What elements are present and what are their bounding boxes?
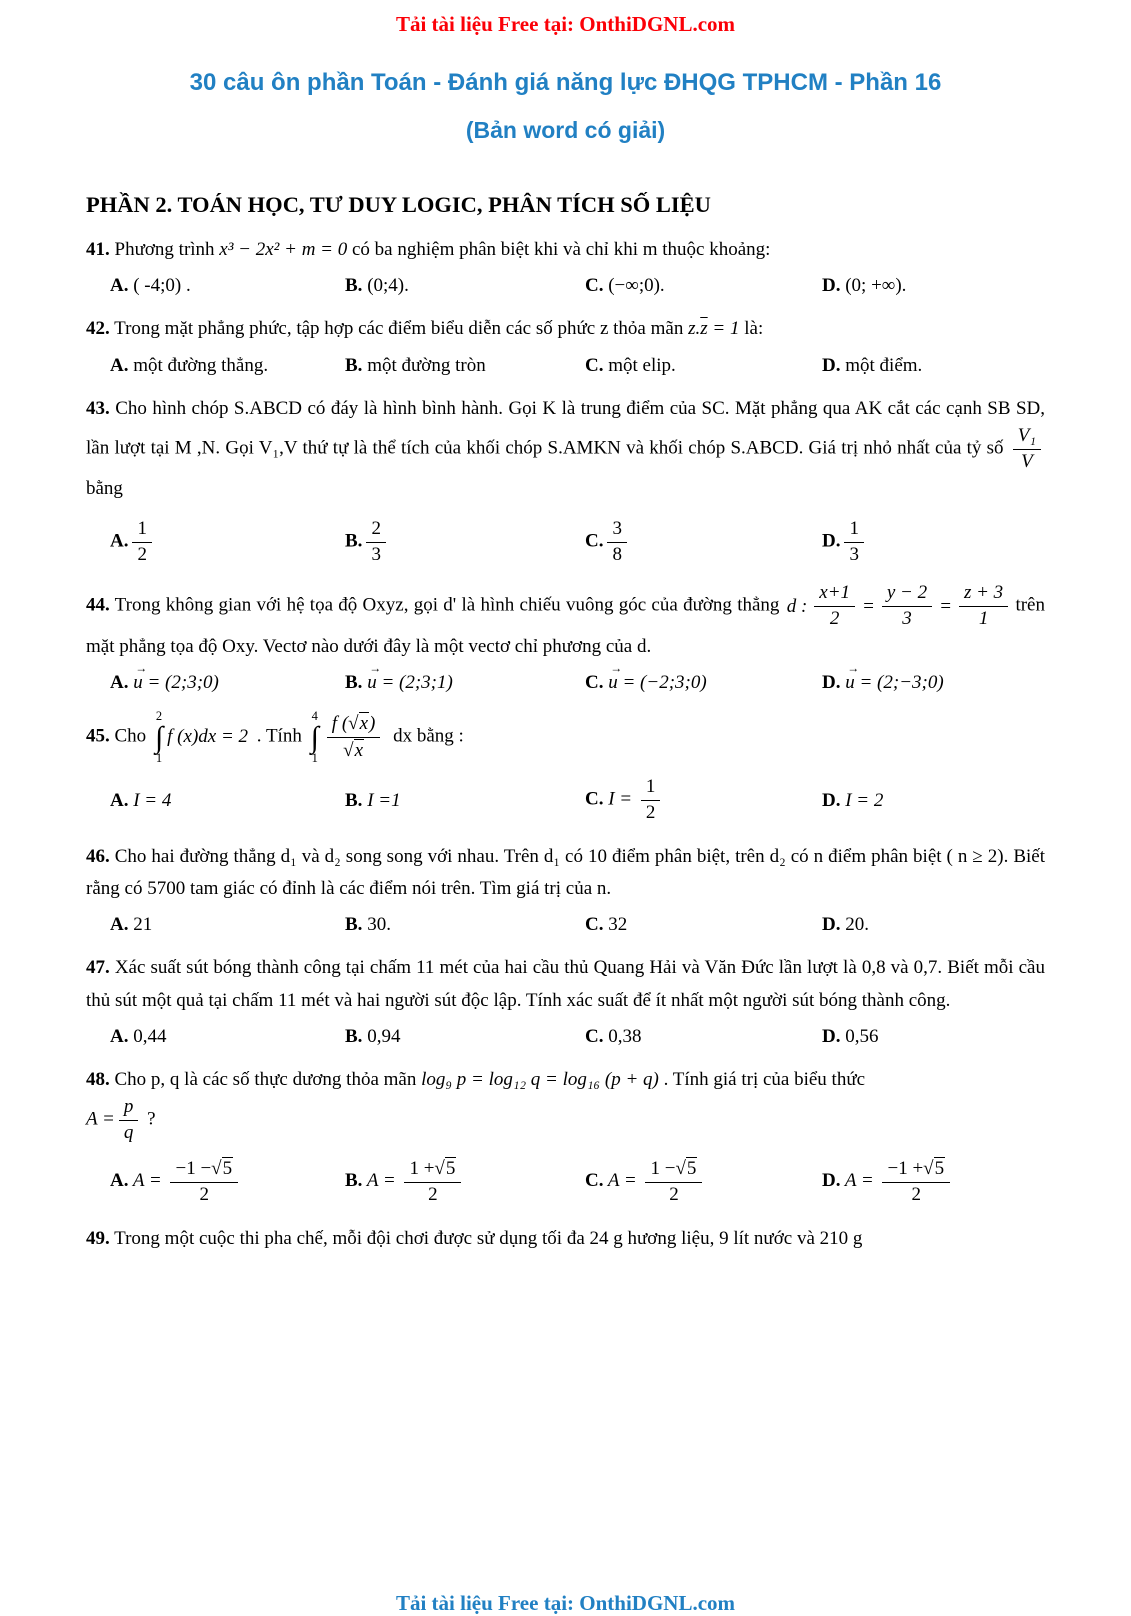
question-text-pre: Cho p, q là các số thực dương thỏa mãn [109, 1069, 422, 1091]
fraction [882, 1157, 950, 1207]
question-text-pre: Phương trình [109, 239, 220, 260]
question-48 [86, 1064, 1045, 1206]
fraction [132, 518, 152, 567]
option-label: B. [345, 914, 363, 936]
vector-value: = (2;3;0) [142, 672, 219, 694]
options-row-47 [86, 1026, 1045, 1048]
integral-icon: ∫ [154, 720, 164, 754]
vector-u [608, 661, 623, 694]
integral-upper-limit: 4 [311, 709, 318, 724]
option-label: A. [110, 672, 129, 694]
fraction-denominator: 2 [829, 608, 840, 630]
option-45-c [585, 776, 822, 825]
fraction [607, 518, 627, 567]
option-label: A. [110, 1026, 129, 1048]
section-heading: PHẦN 2. TOÁN HỌC, TƯ DUY LOGIC, PHÂN TÍCH SỐ LIỆU [86, 192, 711, 217]
option-label: A. [110, 789, 129, 811]
question-number: 49. [86, 1227, 110, 1249]
question-body: Xác suất sút bóng thành công tại chấm 11 mét của hai cầu thủ Quang Hải và Văn Đức lần lượt là 0,8 và 0,7. Biết mỗi cầu thủ sút một quả tại chấm 11 mét và hai người sút độc lập. Tính xác suất để ít nhất một người sút bóng thành công. [86, 957, 1045, 1011]
option-47-c [585, 1026, 822, 1048]
option-label: C. [585, 788, 604, 810]
option-label: D. [822, 789, 841, 811]
option-label: C. [585, 275, 604, 297]
fraction [404, 1157, 461, 1207]
option-label: C. [585, 672, 604, 694]
option-44-a [110, 661, 345, 694]
vector-arrow-icon: → [610, 661, 623, 676]
option-label: C. [585, 1026, 604, 1048]
option-label: A. [110, 275, 129, 297]
option-44-b [345, 661, 585, 694]
question-41-text [86, 234, 1045, 266]
fraction-numerator: x+1 [814, 582, 855, 607]
doc-title: 30 câu ôn phần Toán - Đánh giá năng lực ĐHQG TPHCM - Phần 16 [189, 69, 942, 96]
vector-arrow-icon: → [369, 661, 382, 676]
fraction-denominator: 2 [911, 1183, 922, 1205]
option-label: C. [585, 530, 604, 552]
option-text: 21 [128, 914, 153, 936]
option-41-a [110, 275, 345, 297]
fraction-denominator: 2 [199, 1183, 210, 1205]
option-48-b [345, 1157, 585, 1207]
integral-1 [155, 710, 248, 764]
numerator-pre: f ( [331, 712, 349, 734]
sqrt [343, 739, 364, 763]
numerator-pre: 1 − [650, 1157, 676, 1179]
option-label: D. [822, 1170, 841, 1192]
option-label: B. [345, 789, 363, 811]
fraction [641, 776, 661, 825]
option-label: D. [822, 914, 841, 936]
fraction-denominator: 8 [612, 543, 622, 565]
option-45-d [822, 790, 1045, 812]
question-43-text [86, 393, 1045, 506]
option-43-d [822, 518, 1045, 567]
option-47-b [345, 1026, 585, 1048]
radicand: x [354, 739, 364, 761]
option-41-d [822, 275, 1045, 297]
line-equation [787, 582, 1008, 631]
sqrt [211, 1157, 233, 1181]
equation [688, 318, 739, 339]
vector-letter: u [608, 672, 618, 694]
vector-u [133, 661, 148, 694]
option-text: I = [603, 788, 637, 810]
option-text: (0; +∞). [840, 275, 907, 297]
fraction-numerator [882, 1157, 950, 1183]
equation-part: z. [688, 318, 701, 340]
option-label: B. [345, 1026, 363, 1048]
question-text-post: có ba nghiệm phân biệt khi và chỉ khi m thuộc khoảng: [347, 239, 771, 260]
option-text: A = [362, 1170, 401, 1192]
option-46-d [822, 914, 1045, 936]
sqrt-icon: √ [675, 1157, 686, 1179]
fraction-v1-v [1013, 425, 1041, 474]
fraction-denominator: 3 [371, 543, 381, 565]
option-46-a [110, 914, 345, 936]
question-number: 47. [86, 957, 110, 979]
fraction-denominator: V [1021, 450, 1033, 472]
fraction-numerator: 1 [844, 518, 864, 543]
sqrt-icon: √ [348, 712, 359, 734]
question-number: 45. [86, 725, 110, 747]
option-43-c [585, 518, 822, 567]
equation: x³ − 2x² + m = 0 [219, 239, 348, 260]
integral-2 [311, 710, 385, 764]
option-label: D. [822, 672, 841, 694]
footer-promo: Tải tài liệu Free tại: OnthiDGNL.com [395, 1591, 736, 1615]
question-number: 44. [86, 595, 110, 617]
equals-sign: = [862, 595, 875, 617]
equals-sign: = [939, 595, 952, 617]
option-42-c [585, 355, 822, 377]
option-text: ( -4;0) . [128, 275, 191, 297]
question-44-text [86, 582, 1045, 663]
option-text: 0,38 [603, 1026, 642, 1048]
option-label: A. [110, 1170, 129, 1192]
fraction [844, 518, 864, 567]
question-43 [86, 393, 1045, 567]
option-text: 0,44 [128, 1026, 167, 1048]
option-text: A = [128, 1170, 167, 1192]
question-42-text [86, 313, 1045, 345]
question-number: 43. [86, 397, 110, 419]
option-label: D. [822, 275, 841, 297]
question-body: Cho hai đường thẳng d₁ và d₂ song song với nhau. Trên d₁ có 10 điểm phân biệt, trên d₂ có n điểm phân biệt ( n ≥ 2). Biết rằng có 5700 tam giác có đỉnh là các điểm nói trên. Tìm giá trị của n. [86, 845, 1045, 900]
options-row-42 [86, 355, 1045, 377]
option-47-d [822, 1026, 1045, 1048]
numerator-pre: 1 + [409, 1157, 435, 1179]
fraction-numerator [327, 712, 381, 738]
question-46-text [86, 841, 1045, 906]
option-text: một đường thẳng. [128, 354, 269, 376]
option-text: một elip. [603, 354, 676, 376]
equation-part: = 1 [707, 318, 740, 340]
option-text: một đường tròn [362, 354, 486, 376]
option-text: I = 4 [128, 789, 172, 811]
z-conjugate: $\overline{z}$ [700, 318, 708, 340]
fraction-numerator: p [119, 1096, 139, 1121]
option-text: một điểm. [840, 354, 923, 376]
option-48-a [110, 1157, 345, 1207]
option-43-b [345, 518, 585, 567]
option-45-a [110, 790, 345, 812]
fraction [170, 1157, 238, 1207]
fraction-denominator: 2 [137, 543, 147, 565]
a-label: A = [86, 1109, 115, 1130]
question-text-post: dx bằng : [388, 725, 464, 747]
option-48-c [585, 1157, 822, 1207]
option-text: A = [840, 1170, 879, 1192]
options-row-48 [86, 1157, 1045, 1207]
fraction-numerator [170, 1157, 238, 1183]
option-text [367, 661, 453, 694]
question-45 [86, 710, 1045, 825]
question-text-post: . Tính giá trị của biểu thức [658, 1069, 866, 1091]
integral-upper-limit: 2 [155, 709, 163, 724]
sqrt [348, 712, 369, 736]
fraction-denominator: 1 [978, 608, 989, 630]
fraction-denominator: 2 [428, 1183, 438, 1205]
header-promo: Tải tài liệu Free tại: OnthiDGNL.com [395, 12, 736, 36]
question-46 [86, 841, 1045, 937]
vector-u [367, 661, 382, 694]
d-label: d : [786, 595, 808, 617]
fraction-p-q [119, 1096, 139, 1145]
question-text-post: bằng [86, 478, 123, 500]
option-label: A. [110, 914, 129, 936]
integral-lower-limit: 1 [155, 750, 163, 765]
fraction-numerator: y − 2 [882, 582, 932, 607]
question-47-text [86, 952, 1045, 1017]
question-48-text [86, 1064, 1045, 1096]
vector-letter: u [845, 672, 855, 694]
sqrt-icon: √ [923, 1157, 934, 1179]
option-41-c [585, 275, 822, 297]
option-label: D. [822, 530, 841, 552]
option-text: A = [603, 1170, 642, 1192]
option-42-b [345, 355, 585, 377]
option-text: 20. [840, 914, 869, 936]
options-row-41 [86, 275, 1045, 297]
option-text: I =1 [362, 789, 401, 811]
option-label: A. [110, 530, 129, 552]
sqrt-icon: √ [343, 739, 354, 761]
fraction-denominator: 3 [849, 543, 859, 565]
sqrt [675, 1157, 697, 1181]
question-48-expression [86, 1096, 1045, 1145]
fraction-numerator [404, 1157, 461, 1183]
numerator-pre: −1 + [887, 1157, 924, 1179]
sqrt-icon: √ [434, 1157, 445, 1179]
option-text [608, 661, 707, 694]
radicand: x [359, 712, 369, 734]
options-row-44 [86, 661, 1045, 694]
vector-u [845, 661, 860, 694]
vector-value: = (2;−3;0) [854, 672, 944, 694]
fraction-denominator: 2 [645, 802, 656, 824]
numerator-post: ) [369, 712, 376, 734]
question-number: 41. [86, 239, 110, 260]
question-text-pre: Trong mặt phẳng phức, tập hợp các điểm biểu diễn các số phức z thỏa mãn [109, 318, 689, 340]
fraction [882, 582, 932, 631]
fraction-denominator: q [123, 1122, 134, 1144]
option-47-a [110, 1026, 345, 1048]
question-body: Cho hình chóp S.ABCD có đáy là hình bình hành. Gọi K là trung điểm của SC. Mặt phẳng qua AK cắt các cạnh SB SD, lần lượt tại M ,N. Gọi V₁,V thứ tự là thể tích của khối chóp S.AMKN và khối chóp S.ABCD. Giá trị nhỏ nhất của tỷ số [86, 397, 1045, 459]
question-49 [86, 1223, 1045, 1255]
option-42-d [822, 355, 1045, 377]
option-label: D. [822, 1026, 841, 1048]
vector-value: = (−2;3;0) [617, 672, 707, 694]
radicand: 5 [686, 1157, 697, 1179]
equation: log₉ p = log₁₂ q = log₁₆ (p + q) [421, 1069, 659, 1091]
integrand: f (x)dx = 2 [167, 726, 249, 748]
question-text-mid: . Tính [252, 725, 307, 747]
question-47 [86, 952, 1045, 1048]
fraction [327, 712, 381, 763]
fraction-numerator [645, 1157, 702, 1183]
integral-sign-group [311, 710, 319, 764]
fraction-denominator: 2 [669, 1183, 679, 1205]
fraction-numerator: 1 [641, 776, 661, 801]
sqrt-icon: √ [211, 1157, 222, 1179]
question-text-pre: Cho [109, 725, 151, 747]
fraction-denominator: 3 [902, 608, 912, 630]
doc-subtitle: (Bản word có giải) [465, 117, 666, 143]
option-48-d [822, 1157, 1045, 1207]
option-label: D. [822, 354, 841, 376]
fraction [959, 582, 1008, 631]
fraction-numerator: 2 [366, 518, 386, 543]
question-text-post: trên mặt phẳng tọa độ Oxy. Vectơ nào dưới đây là một vectơ chỉ phương của d. [86, 595, 1045, 657]
option-44-d [822, 661, 1045, 694]
fraction-denominator [343, 738, 364, 763]
option-label: C. [585, 914, 604, 936]
next-page-header-clipped [0, 1591, 1131, 1615]
option-label: B. [345, 672, 363, 694]
option-text: 30. [362, 914, 391, 936]
question-text-post: là: [739, 318, 764, 340]
option-46-c [585, 914, 822, 936]
fraction-numerator: 1 [132, 518, 152, 543]
integral-lower-limit: 1 [311, 750, 318, 765]
option-label: B. [345, 1170, 363, 1192]
options-row-45 [86, 776, 1045, 825]
numerator-pre: −1 − [175, 1157, 212, 1179]
radicand: 5 [934, 1157, 945, 1179]
fraction [366, 518, 386, 567]
question-41 [86, 234, 1045, 297]
options-row-43 [86, 518, 1045, 567]
fraction [814, 582, 855, 631]
question-number: 42. [86, 318, 110, 340]
option-label: C. [585, 1170, 604, 1192]
option-41-b [345, 275, 585, 297]
option-text: I = 2 [840, 789, 884, 811]
question-mark: ? [142, 1109, 156, 1130]
radicand: 5 [445, 1157, 456, 1179]
option-label: B. [345, 530, 363, 552]
option-42-a [110, 355, 345, 377]
vector-arrow-icon: → [135, 661, 148, 676]
option-46-b [345, 914, 585, 936]
option-text [133, 661, 219, 694]
fraction-numerator: 3 [607, 518, 627, 543]
option-text [845, 661, 944, 694]
radicand: 5 [222, 1157, 233, 1179]
option-label: B. [345, 354, 363, 376]
option-text: 0,56 [840, 1026, 879, 1048]
question-45-text [86, 710, 1045, 764]
fraction-numerator: V₁ [1013, 425, 1041, 450]
option-text: (−∞;0). [603, 275, 665, 297]
question-42 [86, 313, 1045, 376]
option-44-c [585, 661, 822, 694]
integral-sign-group [155, 710, 163, 764]
option-text: (0;4). [362, 275, 409, 297]
option-label: C. [585, 354, 604, 376]
question-49-text [86, 1223, 1045, 1255]
option-text: 0,94 [362, 1026, 401, 1048]
options-row-46 [86, 914, 1045, 936]
sqrt [434, 1157, 456, 1181]
vector-letter: u [133, 672, 143, 694]
option-label: A. [110, 354, 129, 376]
vector-letter: u [367, 672, 377, 694]
sqrt [923, 1157, 945, 1181]
question-text-pre: Trong không gian với hệ tọa độ Oxyz, gọi d' là hình chiếu vuông góc của đường thẳng [109, 595, 785, 617]
fraction-numerator: z + 3 [959, 582, 1008, 607]
option-label: B. [345, 275, 363, 297]
option-text: 32 [603, 914, 628, 936]
question-number: 48. [86, 1069, 110, 1091]
integral-icon: ∫ [310, 720, 319, 754]
option-45-b [345, 790, 585, 812]
fraction [645, 1157, 702, 1207]
vector-value: = (2;3;1) [376, 672, 453, 694]
question-44 [86, 582, 1045, 694]
vector-arrow-icon: → [847, 661, 860, 676]
question-body: Trong một cuộc thi pha chế, mỗi đội chơi được sử dụng tối đa 24 g hương liệu, 9 lít nước và 210 g [109, 1227, 863, 1249]
question-number: 46. [86, 845, 110, 867]
option-43-a [110, 518, 345, 567]
